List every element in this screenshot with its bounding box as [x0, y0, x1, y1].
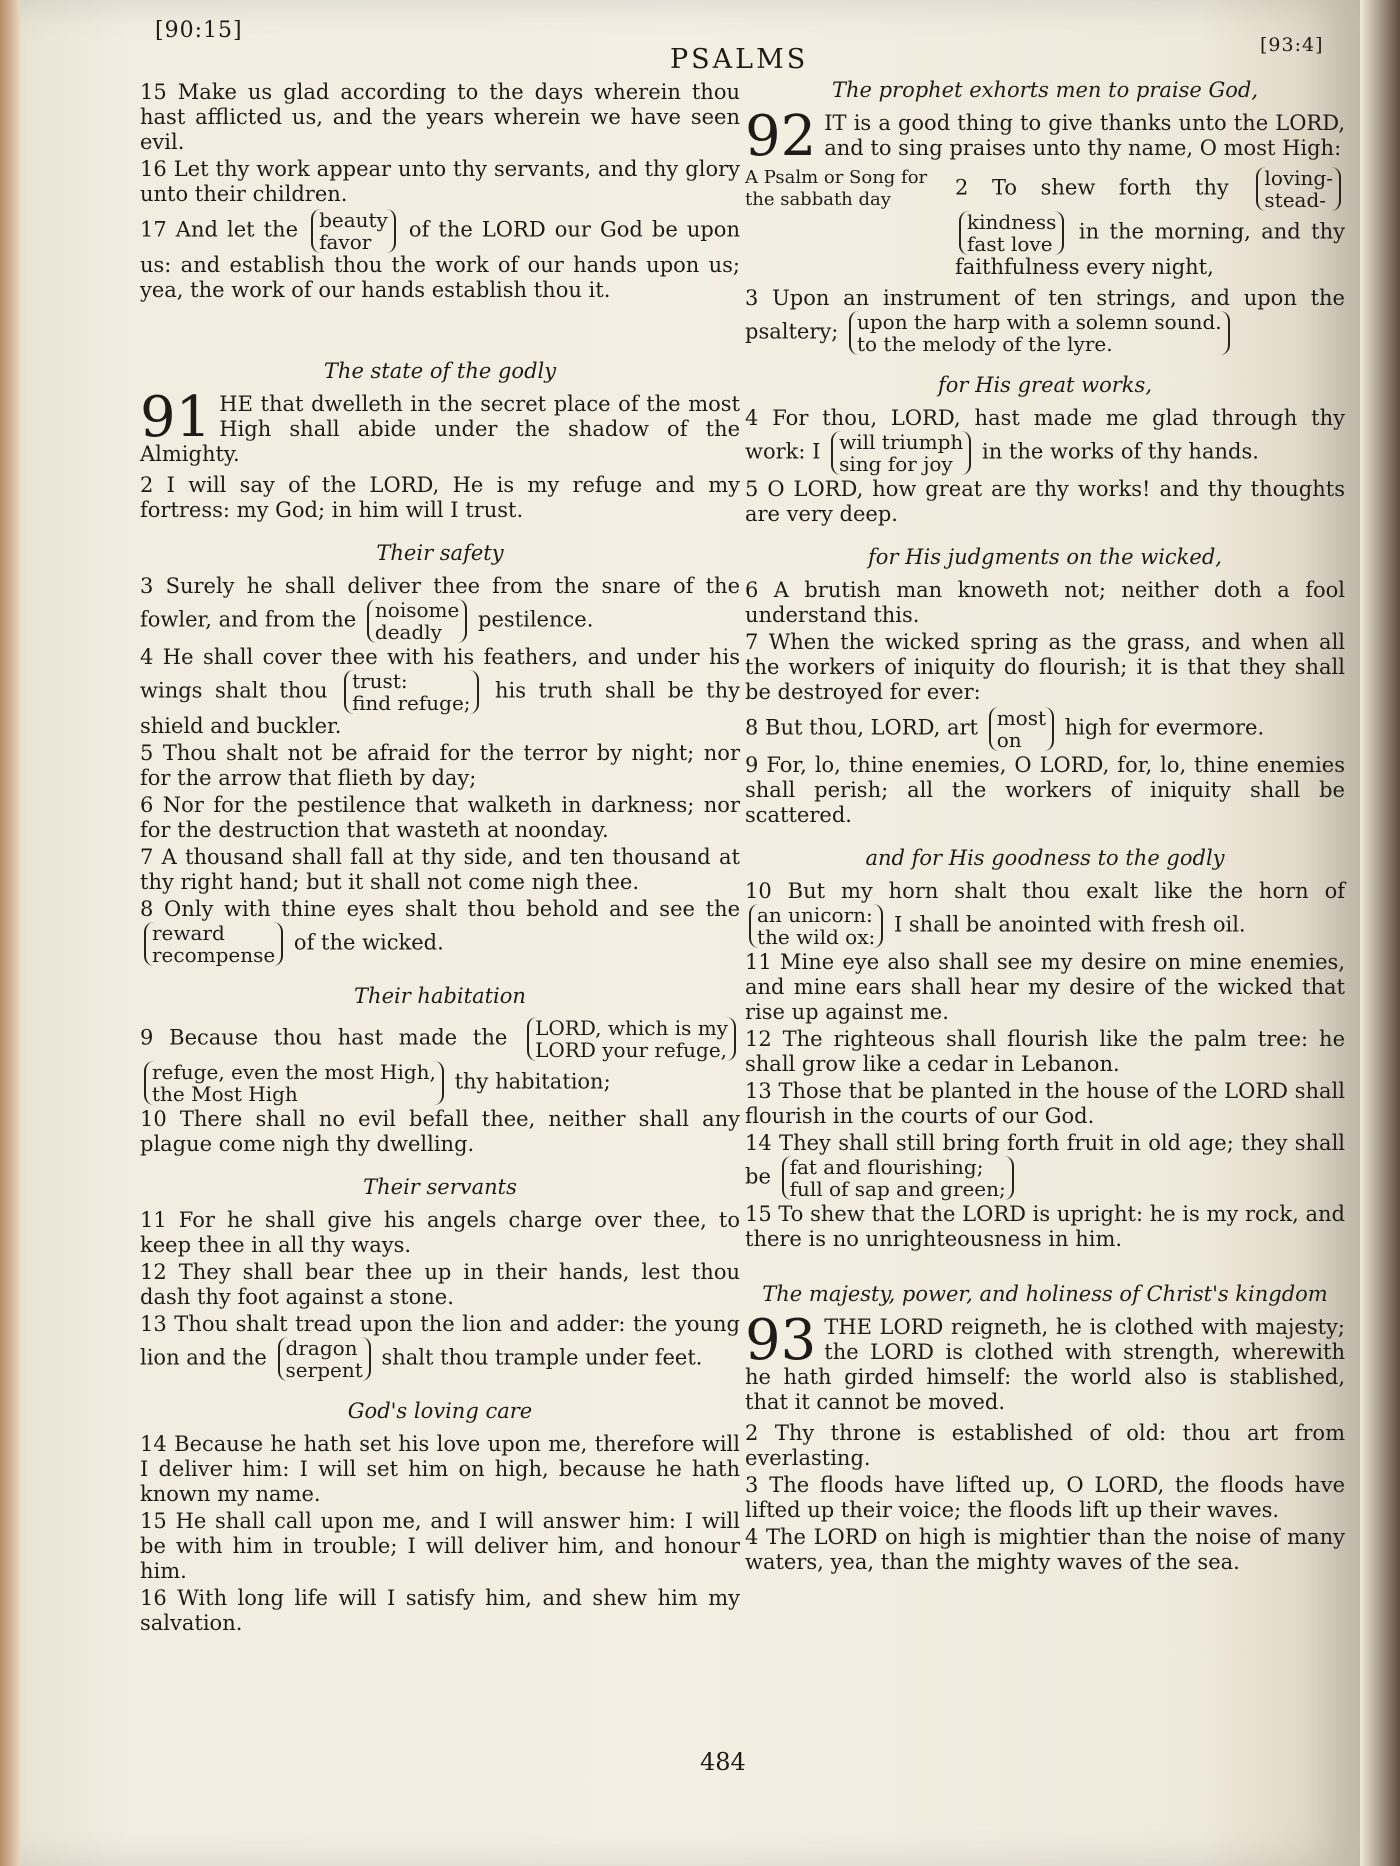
- alt-option: find refuge;: [352, 691, 471, 715]
- alt-option: stead-: [1264, 188, 1327, 212]
- verse-92-15: 15 To shew that the LORD is upright: he is my rock, and there is no unrighteousness in him.: [745, 1202, 1345, 1251]
- verse-text: in the morning, and thy faithfulness every night,: [955, 219, 1345, 279]
- alt-option: upon the harp with a solemn sound.: [857, 310, 1222, 334]
- verse-91-5: 5 Thou shalt not be afraid for the terror by night; nor for the arrow that flieth by day;: [140, 741, 740, 790]
- alt-option: to the melody of the lyre.: [857, 332, 1113, 356]
- verse-text: 4 For thou, LORD, hast made me glad through thy work: I: [745, 406, 1345, 464]
- verse-91-15: 15 He shall call upon me, and I will answer him: I will be with him in trouble; I will deliver him, and honour him.: [140, 1509, 740, 1583]
- alt-option: fat and flourishing;: [789, 1155, 984, 1179]
- verse-92-14: [745, 1131, 1345, 1200]
- alt-option: refuge, even the most High,: [152, 1060, 436, 1084]
- verse-91-8: [140, 897, 740, 966]
- verse-text: 8 Only with thine eyes shalt thou behold and see the: [140, 897, 740, 921]
- alt-option: beauty: [319, 208, 388, 232]
- verse-91-3: [140, 574, 740, 643]
- alt-option: favor: [319, 230, 372, 254]
- alt-option: the Most High: [152, 1082, 298, 1106]
- verse-92-5: 5 O LORD, how great are thy works! and thy thoughts are very deep.: [745, 477, 1345, 526]
- alt-option: dragon: [285, 1336, 358, 1360]
- left-column: [140, 80, 740, 1638]
- verse-91-13: [140, 1312, 740, 1381]
- verse-92-7: 7 When the wicked spring as the grass, and when all the workers of iniquity do flourish; it is that they shall be destroyed for ever:: [745, 630, 1345, 704]
- verse-text: 14 They shall still bring forth fruit in old age; they shall be: [745, 1131, 1345, 1189]
- page-edge-right: [1360, 0, 1400, 1866]
- alternate-reading: [144, 1061, 444, 1105]
- verse-91-6: 6 Nor for the pestilence that walketh in darkness; nor for the destruction that wasteth at noonday.: [140, 793, 740, 842]
- verse-91-9: [140, 1017, 740, 1105]
- verse-91-16: 16 With long life will I satisfy him, and shew him my salvation.: [140, 1586, 740, 1635]
- verse-92-1: IT is a good thing to give thanks unto the LORD, and to sing praises unto thy name, O most High:: [824, 111, 1345, 160]
- alternate-reading: [849, 311, 1230, 355]
- chapter-number: 93: [745, 1308, 817, 1373]
- alternate-reading: [782, 1156, 1014, 1200]
- verse-91-12: 12 They shall bear thee up in their hands, lest thou dash thy foot against a stone.: [140, 1260, 740, 1309]
- section-heading: Their servants: [363, 1175, 517, 1199]
- alternate-reading: [1256, 167, 1341, 211]
- alt-option: noisome: [374, 598, 460, 622]
- chapter-91: [140, 385, 740, 467]
- alternate-reading: [311, 209, 396, 253]
- verse-92-12: 12 The righteous shall flourish like the palm tree: he shall grow like a cedar in Lebanon.: [745, 1027, 1345, 1076]
- verse-92-13: 13 Those that be planted in the house of the LORD shall flourish in the courts of our God.: [745, 1079, 1345, 1128]
- verse-93-2: 2 Thy throne is established of old: thou art from everlasting.: [745, 1421, 1345, 1470]
- alt-option: reward: [152, 921, 225, 945]
- alt-option: most: [996, 706, 1046, 730]
- alt-option: fast love: [967, 232, 1053, 256]
- psalm-title-row: [745, 167, 1345, 280]
- left-reference: [90:15]: [155, 18, 243, 43]
- verse-92-10: [745, 879, 1345, 948]
- alt-option: LORD your refuge,: [535, 1038, 728, 1062]
- verse-text: thy habitation;: [454, 1069, 611, 1094]
- alternate-reading: [989, 707, 1054, 751]
- verse-text: shalt thou trample under feet.: [381, 1345, 703, 1370]
- verse-text: pestilence.: [478, 607, 594, 632]
- section-heading: God's loving care: [347, 1399, 533, 1423]
- verse-text: 17 And let the: [140, 217, 299, 242]
- section-heading: Their habitation: [354, 984, 526, 1008]
- verse-91-11: 11 For he shall give his angels charge over thee, to keep thee in all thy ways.: [140, 1208, 740, 1257]
- running-title: PSALMS: [670, 44, 809, 75]
- alternate-reading: [831, 431, 971, 475]
- verse-text: 13 Thou shalt tread upon the lion and adder: the young lion and the: [140, 1312, 740, 1370]
- verse-90-15: 15 Make us glad according to the days wherein thou hast afflicted us, and the years wherein we have seen evil.: [140, 80, 740, 154]
- verse-92-8: [745, 707, 1345, 751]
- section-heading: Their safety: [376, 541, 504, 565]
- verse-text: 10 But my horn shalt thou exalt like the horn of: [745, 879, 1345, 903]
- verse-93-3: 3 The floods have lifted up, O LORD, the floods have lifted up their voice; the floods lift up their waves.: [745, 1473, 1345, 1522]
- verse-92-2: [955, 167, 1345, 280]
- section-heading: and for His goodness to the godly: [865, 846, 1225, 870]
- verse-text: high for evermore.: [1064, 715, 1265, 740]
- chapter-number: 92: [745, 104, 817, 169]
- chapter-number: 91: [140, 385, 212, 450]
- section-heading: The state of the godly: [323, 359, 557, 383]
- alt-option: kindness: [967, 210, 1057, 234]
- alt-option: trust:: [352, 669, 408, 693]
- verse-text: 3 Upon an instrument of ten strings, and upon the psaltery;: [745, 286, 1345, 344]
- section-heading: The majesty, power, and holiness of Christ's kingdom: [762, 1282, 1328, 1306]
- alternate-reading: [749, 904, 883, 948]
- bible-page: [20, 0, 1360, 1866]
- verse-text: in the works of thy hands.: [982, 439, 1259, 464]
- verse-92-9: 9 For, lo, thine enemies, O LORD, for, lo, thine enemies shall perish; all the workers of iniquity shall be scattered.: [745, 753, 1345, 827]
- verse-92-3: [745, 286, 1345, 355]
- verse-text: 9 Because thou hast made the: [140, 1025, 508, 1050]
- verse-91-2: 2 I will say of the LORD, He is my refuge and my fortress: my God; in him will I trust.: [140, 473, 740, 522]
- psalm-title: A Psalm or Song for the sabbath day: [745, 167, 928, 210]
- right-column: [745, 70, 1345, 1577]
- alt-option: serpent: [285, 1358, 363, 1382]
- alt-option: the wild ox:: [757, 925, 876, 949]
- verse-91-14: 14 Because he hath set his love upon me, therefore will I deliver him: I will set him on high, because he hath known my name.: [140, 1432, 740, 1506]
- section-heading: The prophet exhorts men to praise God,: [831, 78, 1259, 102]
- alt-option: full of sap and green;: [789, 1177, 1006, 1201]
- verse-text: I shall be anointed with fresh oil.: [893, 912, 1246, 937]
- alt-option: an unicorn:: [757, 903, 873, 927]
- page-edge-left: [0, 0, 20, 1866]
- chapter-93: [745, 1308, 1345, 1415]
- alt-option: will triumph: [839, 430, 964, 454]
- verse-92-11: 11 Mine eye also shall see my desire on mine enemies, and mine ears shall hear my desire of the wicked that rise up against me.: [745, 950, 1345, 1024]
- chapter-92: [745, 104, 1345, 169]
- verse-text: 4 He shall cover thee with his feathers, and under his wings shalt thou: [140, 645, 740, 703]
- verse-text: his truth shall be thy shield and buckler.: [140, 678, 740, 738]
- verse-91-7: 7 A thousand shall fall at thy side, and ten thousand at thy right hand; but it shall not come nigh thee.: [140, 845, 740, 894]
- alt-option: loving-: [1264, 166, 1333, 190]
- verse-91-4: [140, 645, 740, 739]
- section-heading: for His judgments on the wicked,: [868, 545, 1222, 569]
- alt-option: sing for joy: [839, 452, 953, 476]
- verse-text: 8 But thou, LORD, art: [745, 715, 978, 740]
- verse-92-4: [745, 406, 1345, 475]
- verse-text: 2 To shew forth thy: [955, 175, 1229, 200]
- alt-option: on: [996, 728, 1022, 752]
- verse-text: of the wicked.: [293, 930, 444, 955]
- verse-90-17: [140, 209, 740, 303]
- alternate-reading: [527, 1017, 736, 1061]
- verse-91-10: 10 There shall no evil befall thee, neither shall any plague come nigh thy dwelling.: [140, 1107, 740, 1156]
- alternate-reading: [367, 599, 467, 643]
- alt-option: LORD, which is my: [535, 1016, 728, 1040]
- verse-91-1: HE that dwelleth in the secret place of the most High shall abide under the shadow of the Almighty.: [140, 392, 740, 466]
- verse-text: 3 Surely he shall deliver thee from the snare of the fowler, and from the: [140, 574, 740, 632]
- page-number: 484: [700, 1748, 746, 1776]
- right-reference: [93:4]: [1260, 34, 1324, 56]
- verse-90-16: 16 Let thy work appear unto thy servants, and thy glory unto their children.: [140, 157, 740, 206]
- alternate-reading: [144, 922, 283, 966]
- verse-text: of the LORD our God be upon us: and establish thou the work of our hands upon us; yea, the work of our hands establish thou it.: [140, 217, 740, 302]
- alt-option: recompense: [152, 943, 276, 967]
- verse-93-4: 4 The LORD on high is mightier than the noise of many waters, yea, than the mighty waves of the sea.: [745, 1525, 1345, 1574]
- alternate-reading: [344, 670, 478, 714]
- alternate-reading: [959, 211, 1064, 255]
- verse-92-6: 6 A brutish man knoweth not; neither doth a fool understand this.: [745, 578, 1345, 627]
- alt-option: deadly: [374, 620, 442, 644]
- verse-93-1: THE LORD reigneth, he is clothed with majesty; the LORD is clothed with strength, wherewith he hath girded himself: the world also is stablished, that it cannot be moved.: [745, 1315, 1345, 1414]
- alternate-reading: [278, 1337, 371, 1381]
- section-heading: for His great works,: [938, 373, 1152, 397]
